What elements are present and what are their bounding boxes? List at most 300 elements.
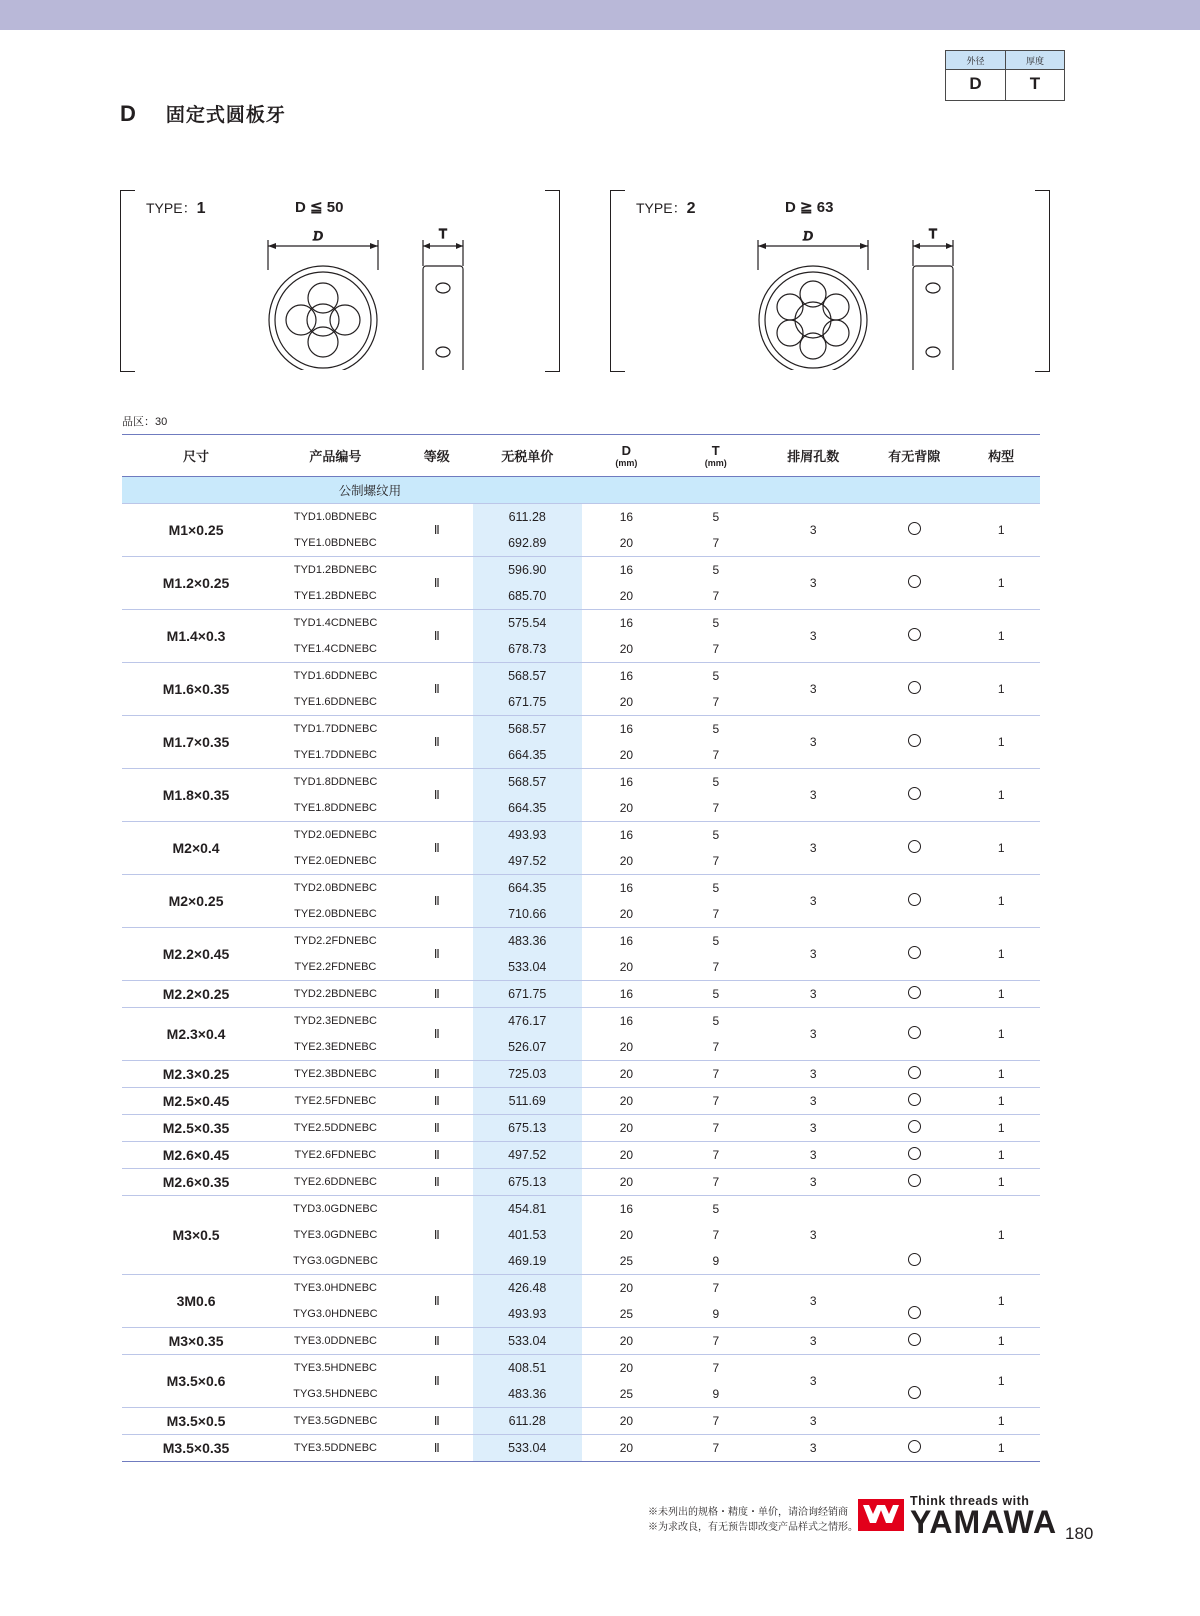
table-row (122, 663, 1040, 690)
table-section-filler (866, 477, 962, 504)
cell-price: 483.36 (473, 928, 582, 955)
cell-thickness: 7 (671, 1435, 760, 1462)
page-title (120, 100, 286, 127)
cell-product-code: TYE1.4CDNEBC (270, 636, 401, 663)
cell-product-code: TYE2.0BDNEBC (270, 901, 401, 928)
cell-grade: Ⅱ (401, 716, 473, 769)
cell-thickness: 5 (671, 981, 760, 1008)
cell-diameter: 20 (619, 1361, 634, 1375)
cell-diameter: 20 (582, 1115, 671, 1142)
circle-mark-icon (908, 1333, 921, 1346)
cell-price: 568.57 (473, 663, 582, 690)
legend-box (945, 50, 1065, 101)
cell-form: 1 (962, 504, 1040, 557)
circle-mark-icon (908, 1306, 921, 1319)
cell-price: 671.75 (473, 689, 582, 716)
col-header-d: D (mm) (582, 435, 671, 477)
cell-grade: Ⅱ (401, 822, 473, 875)
cell-form: 1 (962, 557, 1040, 610)
cell-backlash (866, 875, 962, 928)
cell-flute-holes: 3 (760, 769, 866, 822)
table-row (122, 769, 1040, 796)
table-section-row (122, 477, 1040, 504)
cell-thickness: 7 (671, 901, 760, 928)
cell-diameter: 20 (582, 1088, 671, 1115)
cell-flute-holes: 3 (760, 1196, 866, 1275)
circle-mark-icon (908, 1174, 921, 1187)
cell-diameter: 16 (582, 981, 671, 1008)
cell-product-code: TYE1.7DDNEBC (270, 742, 401, 769)
col-header-backlash: 有无背隙 (866, 435, 962, 477)
circle-mark-icon (908, 522, 921, 535)
circle-mark-icon (908, 681, 921, 694)
legend-value-d: D (969, 74, 982, 93)
cell-backlash (866, 1408, 962, 1435)
cell-price: 483.36 (473, 1381, 582, 1408)
cell-product-code: TYE1.8DDNEBC (270, 795, 401, 822)
table-section-filler (962, 477, 1040, 504)
table-section-filler (671, 477, 760, 504)
legend-header-row (946, 51, 1064, 70)
cell-thickness: 5 (712, 510, 720, 524)
cell-diameter: 20 (582, 689, 671, 716)
cell-flute-holes: 3 (760, 557, 866, 610)
bracket-left (120, 190, 135, 372)
cell-diameter: 16 (619, 1202, 634, 1216)
cell-price: 526.07 (473, 1034, 582, 1061)
cell-thickness: 7 (671, 1169, 760, 1196)
cell-grade: Ⅱ (401, 557, 473, 610)
cell-product-code: TYD1.7DDNEBC (293, 723, 378, 735)
cell-form: 1 (962, 1408, 1040, 1435)
circle-mark-icon (908, 787, 921, 800)
table-row (122, 1142, 1040, 1169)
cell-price: 497.52 (473, 1142, 582, 1169)
cell-size: M1.6×0.35 (122, 663, 270, 716)
cell-diameter: 16 (619, 828, 634, 842)
cell-thickness: 5 (712, 775, 720, 789)
cell-thickness: 7 (671, 689, 760, 716)
cell-backlash (866, 928, 962, 981)
logo-name: YAMAWA (910, 1504, 1058, 1540)
logo-text (910, 1494, 1057, 1538)
cell-form: 1 (962, 1169, 1040, 1196)
cell-diameter: 20 (582, 954, 671, 981)
cell-diameter: 20 (619, 1281, 634, 1295)
cell-flute-holes: 3 (760, 610, 866, 663)
cell-product-code: TYE2.5DDNEBC (270, 1115, 401, 1142)
cell-diameter: 16 (619, 669, 634, 683)
cell-thickness: 7 (671, 795, 760, 822)
cell-price: 664.35 (473, 742, 582, 769)
legend-value-row (946, 70, 1064, 100)
cell-grade: Ⅱ (401, 1061, 473, 1088)
table-row (122, 981, 1040, 1008)
cell-flute-holes: 3 (760, 1355, 866, 1408)
cell-grade: Ⅱ (401, 610, 473, 663)
cell-thickness: 7 (712, 1281, 720, 1295)
cell-price: 568.57 (473, 769, 582, 796)
cell-thickness: 7 (671, 1408, 760, 1435)
cell-thickness: 5 (712, 669, 720, 683)
cell-grade: Ⅱ (401, 1142, 473, 1169)
cell-product-code: TYE2.6FDNEBC (270, 1142, 401, 1169)
cell-size: M3.5×0.6 (122, 1355, 270, 1408)
specification-table (122, 434, 1040, 1462)
cell-price: 511.69 (473, 1088, 582, 1115)
cell-form: 1 (962, 981, 1040, 1008)
cell-product-code: TYE3.0GDNEBC (293, 1229, 378, 1241)
cell-grade: Ⅱ (401, 1088, 473, 1115)
cell-product-code: TYE1.0BDNEBC (270, 530, 401, 557)
cell-size: M3.5×0.5 (122, 1408, 270, 1435)
table-row (122, 716, 1040, 743)
cell-product-code: TYE1.6DDNEBC (270, 689, 401, 716)
cell-diameter: 16 (619, 775, 634, 789)
cell-product-code: TYE3.5GDNEBC (270, 1408, 401, 1435)
figure-2-caption: D ≧ 63 (785, 199, 834, 216)
cell-size: M2.3×0.25 (122, 1061, 270, 1088)
cell-form: 1 (962, 1355, 1040, 1408)
cell-thickness: 5 (712, 828, 720, 842)
circle-mark-icon (908, 1026, 921, 1039)
cell-backlash (866, 769, 962, 822)
cell-diameter: 20 (582, 1142, 671, 1169)
cell-price: 476.17 (473, 1008, 582, 1035)
cell-price: 685.70 (473, 583, 582, 610)
cell-size: M3×0.35 (122, 1328, 270, 1355)
cell-diameter: 16 (619, 510, 634, 524)
cell-price: 493.93 (473, 822, 582, 849)
cell-diameter: 16 (619, 616, 634, 630)
cell-product-code: TYE2.2FDNEBC (270, 954, 401, 981)
cell-flute-holes: 3 (760, 663, 866, 716)
cell-diameter: 16 (619, 722, 634, 736)
circle-mark-icon (908, 986, 921, 999)
logo-tagline: Think threads with (910, 1494, 1030, 1508)
cell-backlash (866, 1328, 962, 1355)
svg-text:D: D (313, 228, 323, 243)
cell-backlash (866, 504, 962, 557)
cell-form: 1 (962, 928, 1040, 981)
circle-mark-icon (908, 1120, 921, 1133)
cell-price: 575.54 (473, 610, 582, 637)
cell-diameter: 16 (619, 881, 634, 895)
cell-diameter: 20 (582, 795, 671, 822)
figure-1-type-text: TYPE： (146, 200, 197, 216)
cell-form: 1 (962, 1435, 1040, 1462)
cell-diameter: 25 (582, 1381, 671, 1408)
cell-backlash (866, 1355, 962, 1382)
table-section-label: 公制螺纹用 (122, 477, 582, 504)
page-title-text: 固定式圆板牙 (165, 105, 286, 126)
cell-price: 401.53 (473, 1222, 582, 1248)
cell-flute-holes: 3 (760, 1275, 866, 1328)
cell-thickness: 7 (712, 1228, 720, 1242)
cell-size: M1.7×0.35 (122, 716, 270, 769)
cell-thickness: 7 (671, 1061, 760, 1088)
circle-mark-icon (908, 893, 921, 906)
legend-value-t: T (1005, 70, 1064, 100)
cell-diameter: 20 (582, 1435, 671, 1462)
cell-price: 671.75 (473, 981, 582, 1008)
cell-product-code: TYD1.2BDNEBC (293, 564, 377, 576)
cell-backlash (866, 557, 962, 610)
col-header-form: 构型 (962, 435, 1040, 477)
cell-product-code: TYD3.0GDNEBC (293, 1203, 378, 1215)
footer-note-line-1: ※未列出的规格・精度・单价，请洽询经销商 (648, 1507, 848, 1518)
cell-product-code: TYE2.0EDNEBC (270, 848, 401, 875)
cell-size: M2×0.25 (122, 875, 270, 928)
cell-diameter: 20 (582, 530, 671, 557)
circle-mark-icon (908, 840, 921, 853)
cell-price: 678.73 (473, 636, 582, 663)
figure-1-type-value: 1 (196, 200, 206, 217)
cell-flute-holes: 3 (760, 1142, 866, 1169)
cell-grade: Ⅱ (401, 1196, 473, 1275)
cell-thickness: 7 (671, 848, 760, 875)
cell-product-code: TYE2.3BDNEBC (270, 1061, 401, 1088)
cell-size: M1.2×0.25 (122, 557, 270, 610)
figure-type-1 (120, 190, 560, 370)
circle-mark-icon (908, 1066, 921, 1079)
cell-thickness: 7 (671, 530, 760, 557)
table-section-filler (582, 477, 671, 504)
cell-thickness: 7 (671, 1328, 760, 1355)
cell-flute-holes: 3 (760, 504, 866, 557)
table-row (122, 504, 1040, 531)
cell-backlash (866, 1142, 962, 1169)
cell-price: 568.57 (473, 716, 582, 743)
cell-product-code: TYD1.6DDNEBC (293, 670, 378, 682)
cell-grade: Ⅱ (401, 1275, 473, 1328)
cell-form: 1 (962, 610, 1040, 663)
table-row (122, 1169, 1040, 1196)
cell-form: 1 (962, 1061, 1040, 1088)
col-header-flute-holes: 排屑孔数 (760, 435, 866, 477)
cell-form: 1 (962, 1196, 1040, 1275)
cell-thickness: 9 (671, 1248, 760, 1275)
cell-price: 408.51 (473, 1355, 582, 1382)
figure-2-type-text: TYPE： (636, 200, 687, 216)
footer-note-line-2: ※为求改良，有无预告即改变产品样式之情形。 (648, 1522, 858, 1533)
cell-product-code: TYE2.6DDNEBC (270, 1169, 401, 1196)
cell-thickness: 7 (712, 1361, 720, 1375)
cell-thickness: 5 (712, 934, 720, 948)
brand-logo (858, 1494, 1057, 1538)
cell-size: M2.6×0.45 (122, 1142, 270, 1169)
cell-price: 469.19 (473, 1248, 582, 1275)
cell-backlash (866, 1008, 962, 1061)
cell-backlash (866, 1222, 962, 1248)
table-row (122, 1008, 1040, 1035)
cell-diameter: 25 (582, 1248, 671, 1275)
figure-2-drawing (630, 210, 1030, 370)
cell-size: 3M0.6 (122, 1275, 270, 1328)
table-row (122, 1061, 1040, 1088)
cell-price: 725.03 (473, 1061, 582, 1088)
table-header-row (122, 435, 1040, 477)
cell-grade: Ⅱ (401, 663, 473, 716)
cell-flute-holes: 3 (760, 1435, 866, 1462)
cell-backlash (866, 1169, 962, 1196)
cell-form: 1 (962, 822, 1040, 875)
cell-product-code: TYE2.5FDNEBC (270, 1088, 401, 1115)
table-section-filler (760, 477, 866, 504)
cell-thickness: 7 (671, 1142, 760, 1169)
cell-diameter: 20 (582, 636, 671, 663)
cell-price: 533.04 (473, 1435, 582, 1462)
col-header-t: T (mm) (671, 435, 760, 477)
circle-mark-icon (908, 946, 921, 959)
cell-price: 426.48 (473, 1275, 582, 1302)
cell-thickness: 9 (671, 1301, 760, 1328)
cell-backlash (866, 610, 962, 663)
cell-price: 497.52 (473, 848, 582, 875)
cell-size: M1.8×0.35 (122, 769, 270, 822)
cell-form: 1 (962, 716, 1040, 769)
cell-diameter: 20 (582, 583, 671, 610)
yamawa-mark-icon (858, 1497, 904, 1538)
svg-text:T: T (929, 226, 937, 241)
legend-header-outer-diameter: 外径 (966, 56, 985, 66)
cell-size: M2.3×0.4 (122, 1008, 270, 1061)
cell-product-code: TYE3.0HDNEBC (293, 1282, 377, 1294)
cell-thickness: 5 (712, 616, 720, 630)
svg-text:D: D (803, 228, 813, 243)
cell-flute-holes: 3 (760, 822, 866, 875)
cell-product-code: TYE1.2BDNEBC (270, 583, 401, 610)
cell-backlash (866, 1435, 962, 1462)
bracket-right-2 (1035, 190, 1050, 372)
cell-price: 596.90 (473, 557, 582, 584)
cell-form: 1 (962, 1275, 1040, 1328)
cell-product-code: TYD2.2FDNEBC (294, 935, 377, 947)
table-row (122, 1408, 1040, 1435)
cell-grade: Ⅱ (401, 928, 473, 981)
cell-price: 675.13 (473, 1115, 582, 1142)
cell-diameter: 20 (582, 1328, 671, 1355)
cell-form: 1 (962, 1088, 1040, 1115)
cell-flute-holes: 3 (760, 1408, 866, 1435)
cell-grade: Ⅱ (401, 1435, 473, 1462)
cell-size: M2.5×0.45 (122, 1088, 270, 1115)
table-row (122, 1355, 1040, 1382)
table-row (122, 822, 1040, 849)
cell-flute-holes: 3 (760, 716, 866, 769)
cell-grade: Ⅱ (401, 1115, 473, 1142)
col-header-product-code: 产品编号 (270, 435, 401, 477)
cell-diameter: 20 (619, 1228, 634, 1242)
table-row (122, 1435, 1040, 1462)
cell-thickness: 7 (671, 1034, 760, 1061)
cell-product-code: TYD1.0BDNEBC (293, 511, 377, 523)
cell-product-code: TYD2.2BDNEBC (270, 981, 401, 1008)
cell-product-code: TYD2.3EDNEBC (293, 1015, 377, 1027)
col-header-price: 无税单价 (473, 435, 582, 477)
cell-thickness: 7 (671, 1115, 760, 1142)
cell-price: 493.93 (473, 1301, 582, 1328)
cell-flute-holes: 3 (760, 1115, 866, 1142)
cell-diameter: 16 (619, 563, 634, 577)
cell-diameter: 20 (582, 1034, 671, 1061)
cell-grade: Ⅱ (401, 875, 473, 928)
cell-flute-holes: 3 (760, 1169, 866, 1196)
cell-product-code: TYD1.8DDNEBC (293, 776, 378, 788)
cell-flute-holes: 3 (760, 928, 866, 981)
cell-flute-holes: 3 (760, 1061, 866, 1088)
cell-form: 1 (962, 875, 1040, 928)
cell-thickness: 7 (671, 742, 760, 769)
cell-size: M3×0.5 (122, 1196, 270, 1275)
cell-size: M3.5×0.35 (122, 1435, 270, 1462)
cell-grade: Ⅱ (401, 1408, 473, 1435)
cell-product-code: TYG3.0HDNEBC (270, 1301, 401, 1328)
cell-diameter: 20 (582, 1061, 671, 1088)
svg-text:T: T (439, 226, 447, 241)
cell-backlash (866, 1061, 962, 1088)
table-body (122, 477, 1040, 1462)
cell-diameter: 20 (582, 901, 671, 928)
cell-form: 1 (962, 1142, 1040, 1169)
cell-backlash (866, 663, 962, 716)
circle-mark-icon (908, 734, 921, 747)
cell-thickness: 5 (712, 881, 720, 895)
cell-thickness: 7 (671, 636, 760, 663)
cell-backlash (866, 1088, 962, 1115)
cell-backlash (866, 1115, 962, 1142)
cell-size: M1.4×0.3 (122, 610, 270, 663)
cell-size: M2.2×0.25 (122, 981, 270, 1008)
col-header-grade: 等级 (401, 435, 473, 477)
cell-thickness: 7 (671, 1088, 760, 1115)
cell-product-code: TYG3.0GDNEBC (270, 1248, 401, 1275)
cell-size: M2.6×0.35 (122, 1169, 270, 1196)
cell-grade: Ⅱ (401, 1008, 473, 1061)
cell-price: 454.81 (473, 1196, 582, 1223)
cell-product-code: TYE3.0DDNEBC (270, 1328, 401, 1355)
cell-diameter: 20 (582, 848, 671, 875)
cell-flute-holes: 3 (760, 875, 866, 928)
figure-1-caption: D ≦ 50 (295, 199, 344, 216)
cell-thickness: 5 (712, 1014, 720, 1028)
bracket-right (545, 190, 560, 372)
bracket-left-2 (610, 190, 625, 372)
page-title-letter: D (120, 101, 136, 126)
cell-backlash (866, 981, 962, 1008)
cell-price: 710.66 (473, 901, 582, 928)
cell-grade: Ⅱ (401, 504, 473, 557)
cell-grade: Ⅱ (401, 981, 473, 1008)
figure-2-type-value: 2 (686, 200, 696, 217)
cell-diameter: 16 (619, 934, 634, 948)
cell-diameter: 20 (582, 1408, 671, 1435)
cell-size: M2.5×0.35 (122, 1115, 270, 1142)
cell-grade: Ⅱ (401, 769, 473, 822)
circle-mark-icon (908, 1386, 921, 1399)
table-row (122, 875, 1040, 902)
cell-product-code: TYD2.0EDNEBC (293, 829, 377, 841)
cell-price: 664.35 (473, 875, 582, 902)
cell-diameter: 20 (582, 742, 671, 769)
cell-thickness: 9 (671, 1381, 760, 1408)
cell-thickness: 5 (712, 563, 720, 577)
cell-form: 1 (962, 1008, 1040, 1061)
cell-price: 664.35 (473, 795, 582, 822)
cell-product-code: TYG3.5HDNEBC (270, 1381, 401, 1408)
footer-note (648, 1505, 858, 1535)
cell-backlash (866, 822, 962, 875)
